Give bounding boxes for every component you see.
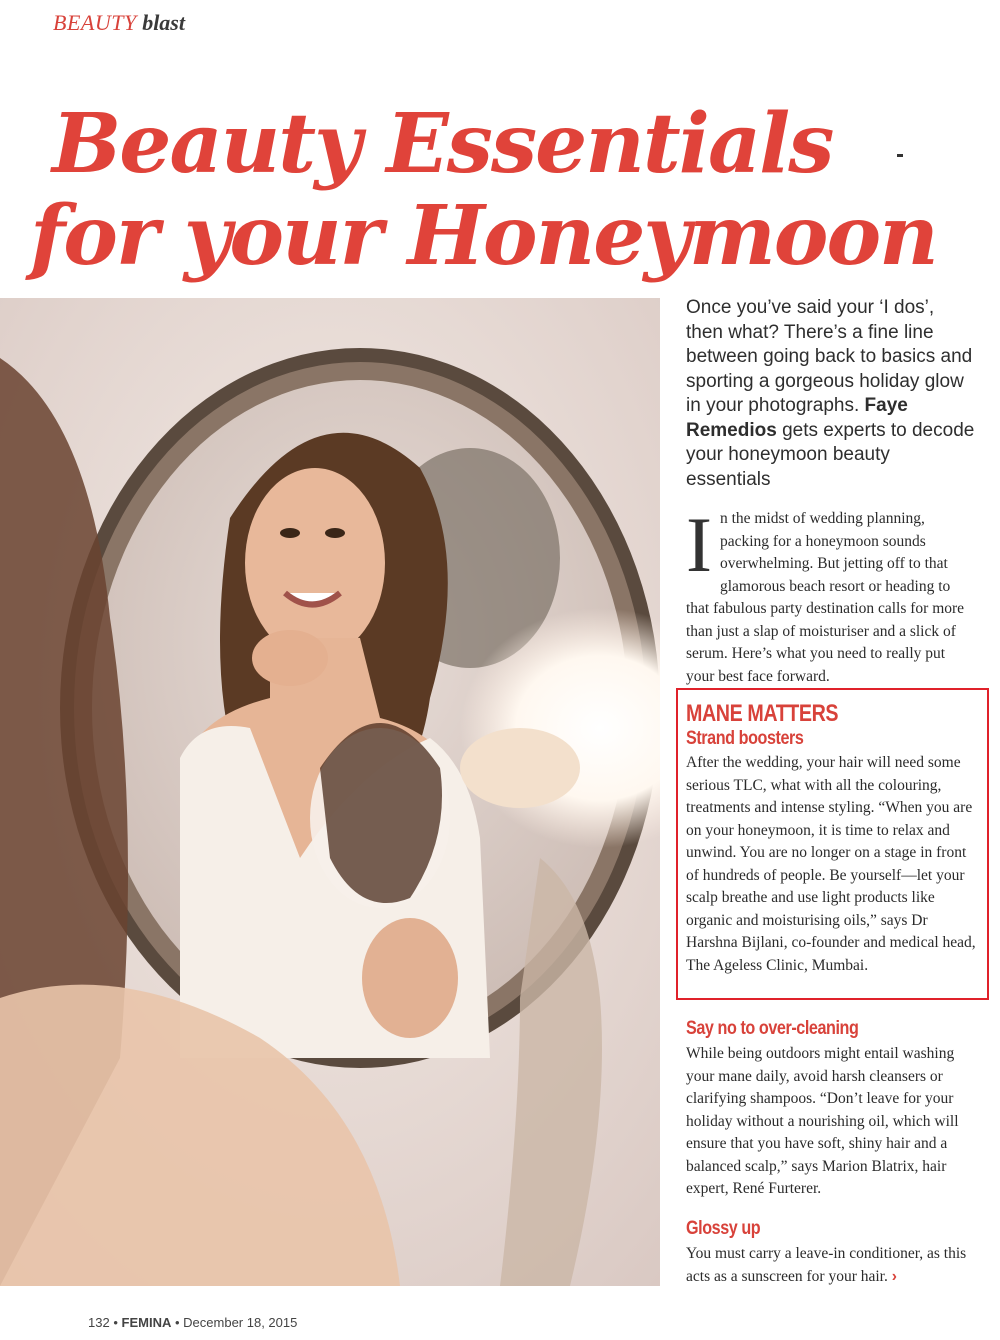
standfirst-lead: Once you’ve said your ‘I dos’, then what? There’s a fine line between going back to basics and sporting a gorgeous holiday glow in your photographs. (686, 297, 973, 416)
subhead-glossy-up: Glossy up (686, 1218, 761, 1239)
drop-cap: I (686, 501, 712, 588)
footer-separator: • (113, 1315, 118, 1330)
over-cleaning-text: While being outdoors might entail washing your mane daily, avoid harsh cleansers or clarifying shampoos. “Don’t leave for your holiday without a nourishing oil, which will ensure that you have soft, shiny hair and a balanced scalp,” says Marion Blatrix, hair expert, René Furterer. (686, 1045, 959, 1197)
section-label: BEAUTY (53, 10, 137, 35)
subsection-label: blast (142, 10, 185, 35)
issue-date: December 18, 2015 (183, 1315, 298, 1330)
section-title-mane-matters: MANE MATTERS (686, 700, 839, 727)
title-line-1: Beauty Essentials (52, 96, 833, 192)
page-footer (88, 1315, 297, 1330)
standfirst (686, 296, 976, 492)
mane-matters-text: After the wedding, your hair will need some serious TLC, what with all the colouring, treatments and intense styling. “When you are on your honeymoon, it is time to relax and unwind. You are no longer on a stage in front of hundreds of people. Be yourself—let your scalp breathe and use light products like organic and moisturising oils,” says Dr Harshna Bijlani, co-founder and medical head, The Ageless Clinic, Mumbai. (686, 754, 976, 974)
standfirst-tail: gets experts to decode your honeymoon beauty essentials (686, 419, 975, 490)
page-number: 132 (88, 1315, 110, 1330)
intro-paragraph (686, 501, 976, 688)
intro-text: n the midst of wedding planning, packing for a honeymoon sounds overwhelming. But jetting off to that glamorous beach resort or heading to that fabulous party destination calls for more than just a slap of moisturiser and a slick of serum. Here’s what you need to really put your best face forward. (686, 510, 965, 685)
glossy-up-paragraph (686, 1243, 976, 1288)
magazine-name: FEMINA (121, 1315, 172, 1330)
page-title (30, 98, 990, 282)
section-kicker (53, 10, 185, 36)
title-line-2: for your Honeymoon (30, 188, 937, 284)
footer-separator: • (174, 1315, 180, 1330)
glossy-up-text: You must carry a leave-in conditioner, as this acts as a sunscreen for your hair. (686, 1245, 967, 1285)
continue-arrow-icon: › (891, 1267, 897, 1285)
subhead-strand-boosters: Strand boosters (686, 728, 804, 749)
author-name: Faye Remedios (686, 395, 908, 441)
woman-mirror-photo (0, 298, 660, 1286)
subhead-over-cleaning: Say no to over-cleaning (686, 1018, 859, 1039)
